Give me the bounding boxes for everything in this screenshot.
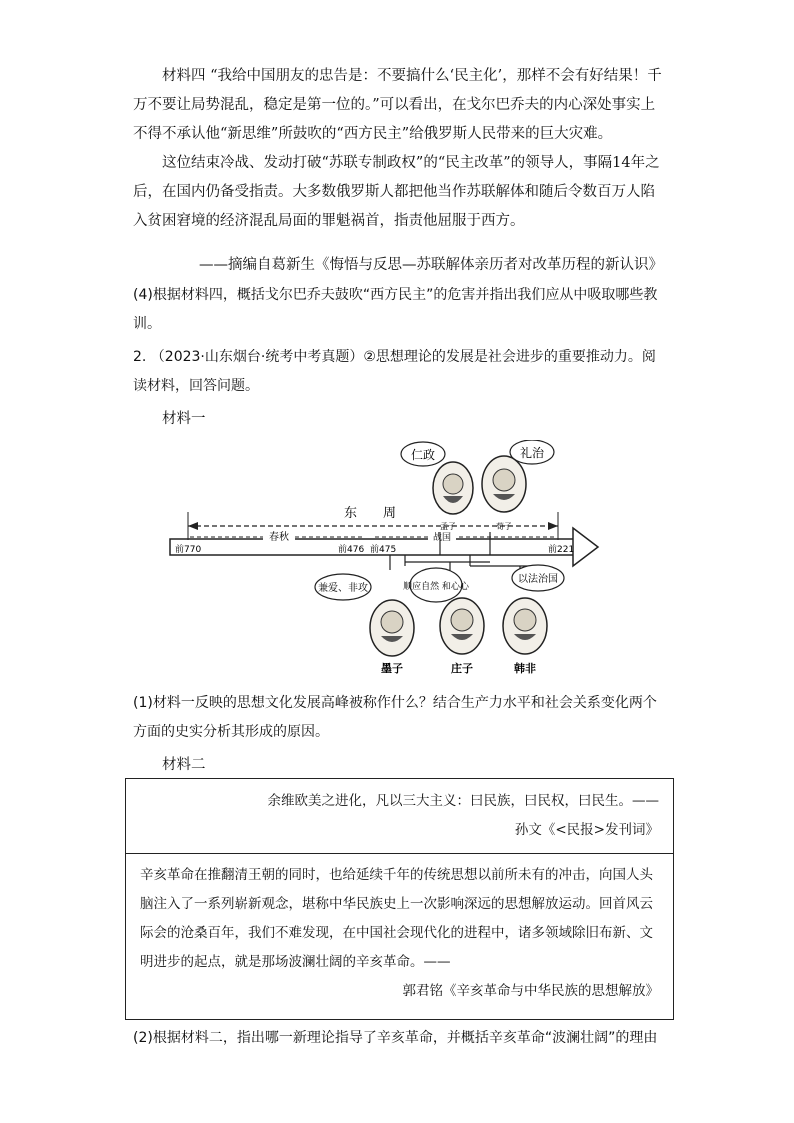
tick-476: 前476: [338, 545, 365, 555]
hanfei-name: 韩非: [514, 662, 536, 675]
material4-source: ——摘编自葛新生《悔悟与反思—苏联解体亲历者对改革历程的新认识》: [199, 257, 663, 273]
warring-states-label: 战国: [432, 533, 452, 543]
mozi-speech: 兼爱、非攻: [318, 583, 368, 594]
mencius-portrait: [433, 462, 473, 514]
period-label: 东 周: [343, 506, 397, 521]
mencius-speech: 仁政: [410, 448, 436, 462]
source2: 郭君铭《辛亥革命与中华民族的思想解放》: [402, 983, 659, 999]
tick-770: 前770: [175, 545, 202, 555]
material1-label: 材料一: [162, 411, 206, 427]
mencius-name: 孟子: [440, 522, 456, 531]
zhuangzi-speech: 顺应自然 和心心: [403, 582, 469, 592]
question4: (4)根据材料四，概括戈尔巴乔夫鼓吹“西方民主”的危害并指出我们应从中吸取哪些教训。: [133, 287, 658, 332]
xunzi-speech: 礼治: [519, 446, 545, 460]
hanfei-speech: 以法治国: [518, 574, 558, 585]
xunzi-name: 荀子: [496, 522, 512, 531]
material4-paragraph1: 材料四 “我给中国朋友的忠告是：不要搞什么‘民主化’，那样不会有好结果！千万不要让局势混乱，稳定是第一位的。”可以看出，在戈尔巴乔夫的内心深处事实上不得不承认他“新思维”所鼓吹的“西方民主”给俄罗斯人民带来的巨大灾难。: [133, 68, 662, 142]
xunzi-portrait: [482, 456, 526, 512]
zhuangzi-portrait: [440, 598, 484, 654]
quote2: 辛亥革命在推翻清王朝的同时，也给延续千年的传统思想以前所未有的冲击，向国人头脑注入了一系列崭新观念，堪称中华民族史上一次影响深远的思想解放运动。回首风云际会的沧桑百年，我们不难发现，在中国社会现代化的进程中，诸多领域除旧布新、文明进步的起点，就是那场波澜壮阔的辛亥革命。——: [140, 867, 653, 970]
question1: (1)材料一反映的思想文化发展高峰被称作什么？结合生产力水平和社会关系变化两个方面的史实分析其形成的原因。: [133, 695, 657, 740]
zhuangzi-name: 庄子: [451, 662, 473, 675]
spring-autumn-label: 春秋: [269, 532, 289, 543]
timeline-arrowhead: [573, 528, 598, 566]
tick-475: 前475: [370, 545, 397, 555]
hanfei-portrait: [503, 598, 547, 654]
timeline-figure: [160, 440, 610, 680]
quote1: 余维欧美之进化，凡以三大主义：曰民族，曰民权，曰民生。——: [267, 793, 659, 809]
mozi-name: 墨子: [381, 662, 403, 675]
material4-paragraph2: 这位结束冷战、发动打破“苏联专制政权”的“民主改革”的领导人，事隔14年之后，在国内仍备受指责。大多数俄罗斯人都把他当作苏联解体和随后令数百万人陷入贫困窘境的经济混乱局面的罪魁祸首，指责他屈服于西方。: [133, 155, 660, 229]
question2: (2)根据材料二，指出哪一新理论指导了辛亥革命，并概括辛亥革命“波澜壮阔”的理由: [133, 1030, 658, 1046]
source1: 孙文《<民报>发刊词》: [514, 822, 659, 838]
material2-box: [125, 778, 674, 1020]
tick-221: 前221: [548, 545, 575, 555]
question2-header: 2. （2023·山东烟台·统考中考真题）②思想理论的发展是社会进步的重要推动力。阅读材料，回答问题。: [133, 349, 656, 394]
mozi-portrait: [370, 600, 414, 656]
material2-label: 材料二: [162, 757, 206, 773]
